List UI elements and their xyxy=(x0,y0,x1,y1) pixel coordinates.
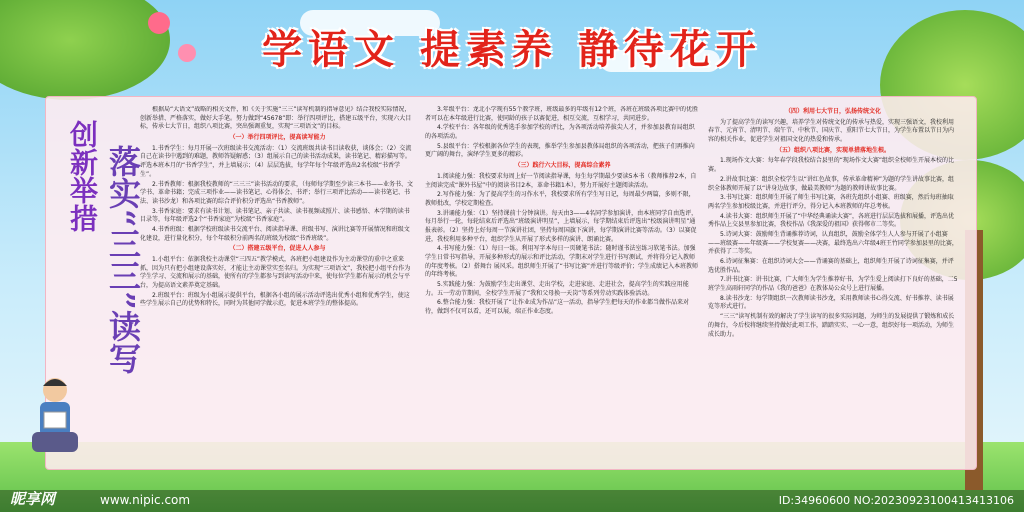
paragraph: 5.实践能力强：为鼓励学生走出课堂、走出学校，走进家庭、走进社会，提高学生的实践应用能力。五一劳动节期间，全校学生开展了“我和父母换一天岗”等系列劳动实践体验活动。 xyxy=(425,281,689,297)
text-column-2 xyxy=(425,106,700,461)
watermark-id: ID:34960600 NO:20230923100413413106 xyxy=(778,494,1014,507)
paragraph: 7.讲书比赛：讲书比赛，广大师生为学生推荐好书，为学生爱上阅读打下良好的基础，二5班学生高雨轩同学的作品《我的爸爸》在教体局公众号上进行展播。 xyxy=(708,276,958,293)
paragraph: 5.县级平台：学校根据各位学生的表现，推举学生参加县教体局组织的各项活动，把孩子们再推向更广阔的舞台，演绎学生更多的精彩。 xyxy=(425,142,695,159)
paragraph: 2.讲故事比赛：组织全校学生以“讲红色故事，传承革命精神”为题的学生讲故事比赛，组织全体教师开展了以“讲身边故事，做最美教师”为题的教师讲故事比赛。 xyxy=(708,175,954,192)
paragraph: 8.读书沙龙：每学期组织一次教师读书沙龙，采用教师读书心得交流、好书推荐、读书展览等形式进行。 xyxy=(708,294,954,311)
side-title-implement: 落实“三三”读写 xyxy=(104,145,142,374)
paragraph: 5.诗词大赛：鼓励师生背诵推荐诗词，认真组织，鼓励全体学生人人参与开展了小组赛——班级赛——年级赛——学校复赛——决赛，最终选出六年级4班王竹同学参加县里的比赛，并获得了二等奖。 xyxy=(708,230,958,256)
section-heading: （五）组织八项比赛，实现单措落地生根。 xyxy=(775,146,890,154)
paragraph: 为了提高学生的读写兴趣，培养学生对传统文化的传承与热爱，实现三强语文，我校利用春节、元宵节、清明节、端午节、中秋节、国庆节、重阳节七大节日，为学生布置以节日为内容的相关作业，促进学生对祖国文化的热爱和传承。 xyxy=(708,118,955,144)
page-title: 学语文 提素养 静待花开 xyxy=(262,26,762,73)
paragraph: “三三”读写机制有效的解决了学生读写的很多实际问题，为师生的发展提供了锻炼和成长的舞台，今后校将继续坚持做好此项工作，踏踏实实、一心一意，组织好每一项活动，为师生成长助力。 xyxy=(708,313,955,338)
paragraph: 1.现场作文大赛：每年春学段我校结合县里的“现场作文大赛”组织全校师生开展本校的比赛。 xyxy=(708,157,954,174)
paragraph: 1.阅读能力强：我校要求每周上好一节阅读指导课，每生每学期最少要读5本书（教师推荐2本，自主阅读完成“课外书屋”中的阅读书目2本，革命书籍1本），努力开展好主题阅读活动。 xyxy=(425,172,697,189)
paragraph: 根据局“大语文”战略的相关文件，和《关于实施“三三”读写机制的指导意见》结合我校实际情况，创新举措、严格落实，做好大手笔。努力做到“45678”即：举行四项评比，搭建五级平台，实现六大目标，传承七大节日，组织八项比赛，突出强调重复，实现“三项语文”的目标。 xyxy=(140,106,412,131)
text-column-1 xyxy=(140,106,415,461)
paragraph: 4.学校平台：各年级的优秀选手参加学校的评比，为各项活动培养拔尖人才，并参加县教育局组织的各项活动。 xyxy=(425,124,695,141)
section-heading: （四）利用七大节日，弘扬传统文化 xyxy=(784,108,881,115)
paragraph: 4.读书大赛：组织师生开展了“中华经典诵读大赛”，各班进行层层选拔和展播，评选出优秀作品上交县里参加比赛，我校作品《我深爱的祖国》获得郸市二等奖。 xyxy=(708,212,954,229)
section-heading: （二）搭建五级平台，促进人人参与 xyxy=(229,245,326,253)
paragraph: 4.书写能力强：（1）每日一练。利用写字本每日一页硬笔书法；随时谨书法室练习软笔书法。加强学生日常书写指导，开展多种形式的展示和评比活动，学期末对学生进行书写测试，并将得分记入教师的年度考核。（2）搭舞台 展风采。组织师生开展了“书写比赛”并进行等级评价；学生成绩记入本班教师的年终考核。 xyxy=(425,245,698,279)
section-heading: （一）举行四项评比，提高读写能力 xyxy=(229,134,326,142)
paragraph: 6.整合能力强：我校开展了“让作业成为作品”这一活动，指导学生把每天的作业都当做作品来对待，做到不仅可以看，还可以展，端正作业态度。 xyxy=(425,299,689,316)
paragraph: 4.书香班级：根据学校班级读书交流平台、阅读指导课、班级书写、演讲比赛等开展情况和班级文化建设，进行量化积分，每个年级积分前两名的班级为校级“书香班级”。 xyxy=(140,225,410,242)
paragraph: 3.书香家庭：要求有读书计划、读书笔记、亲子共读、读书视频或照片、读书感悟、本学期的读书目录等，每年级评选2个“书香家庭”为校级“书香家庭”。 xyxy=(140,207,410,224)
paragraph: 1.小组平台：依据我校主动课堂“三四五”教学模式，各班把小组建设作为主动课堂的重中之重来抓，因为只有把小组建设落实好，才能让主动课堂实至名归。为实现“三项语文”，我校把小组平台作为学生学习、交流和展示的基础，使所有的学生都参与到读写活动中来，使每位学生都有展示的机会与平台，为提高语文素养奠定基础。 xyxy=(140,256,411,290)
paragraph: 2.书香教师：根据我校教师的“三三三”读书活动的要求，（每师每学期至少读三本书——业务书、文学书、革命书籍；完成三项作业——读书笔记、心得体会、书评；举行三项评比活动——读书笔记、书法、读书沙龙）和各项比赛的综合评价积分评选出“书香教师”。 xyxy=(140,180,413,205)
paragraph: 2.写作能力强：为了提高学生的习作水平，我校要求所有学生写日记，每周最少两篇，多则不限，教师批改，学校定期检查。 xyxy=(425,191,695,207)
paragraph: 6.诗词征集赛：在组织诗词大会——背诵赛的基础上，组织师生开展了诗词征集赛，并评选优胜作品。 xyxy=(708,258,954,274)
watermark-logo: 昵享网 xyxy=(10,490,56,508)
watermark-url: www.nipic.com xyxy=(100,493,191,507)
watermark-bar xyxy=(0,490,1024,512)
paragraph: 1.书香学生：每月开展一次班级读书交流活动：（1）交流班级共读书目读收获，谈体会；（2）交流自己在读书中遇到的难题，教师答疑解惑；（3）组展示自己的读书活动成果，读书笔记、精彩描写等。评选本班本月的“书香学生”，并上墙展示；（4）层层选拔，每学年每个年级评选出2名校级“书香学生”。 xyxy=(140,144,412,178)
paragraph: 2.班级平台：班级为小组展示提供平台，根据各小组的展示活动评选出优秀小组和优秀学生，使这些学生展示自己的优势和特长，同时为其他同学做示范，促进本班学生的整体提高。 xyxy=(140,291,410,308)
reading-boy-illustration xyxy=(20,372,90,472)
paragraph: 3.年级平台：龙北小学现有55个教学班，班级最多的年级有12个班，各班在班级各项比赛中的优胜者可以在本年级进行比赛，使同龄的孩子以赛促进，相互交流，互相学习，共同进步。 xyxy=(425,106,698,122)
side-title-innovate: 创新举措 xyxy=(66,120,99,232)
text-column-3 xyxy=(708,106,958,461)
paragraph: 3.讲诵能力强：（1）坚持课前十分钟演讲。每天由3——4名同学参加演讲，由本班同学自由选评，每月举行一轮，每轮结束后评选出“班级演讲明星”，上墙展示，每学期结束后评选出“校级演讲明星”通报表彰。（2）坚持上好每周一节演讲社团，坚持每周国旗下演讲，每学期演讲比赛等活动。（3）以赛促进，我校利用多种平台，组织学生从开展了形式多样的演讲、朗诵比赛。 xyxy=(425,209,698,243)
paragraph: 3.书写比赛：组织师生开展了师生书写比赛，各班先组织小组赛、班级赛，然后每班抽取两名学生参加校级比赛，并进行评分，得分记入本班教师的年总考核。 xyxy=(708,194,954,210)
section-heading: （三）践行六大目标，提高综合素养 xyxy=(514,162,611,170)
